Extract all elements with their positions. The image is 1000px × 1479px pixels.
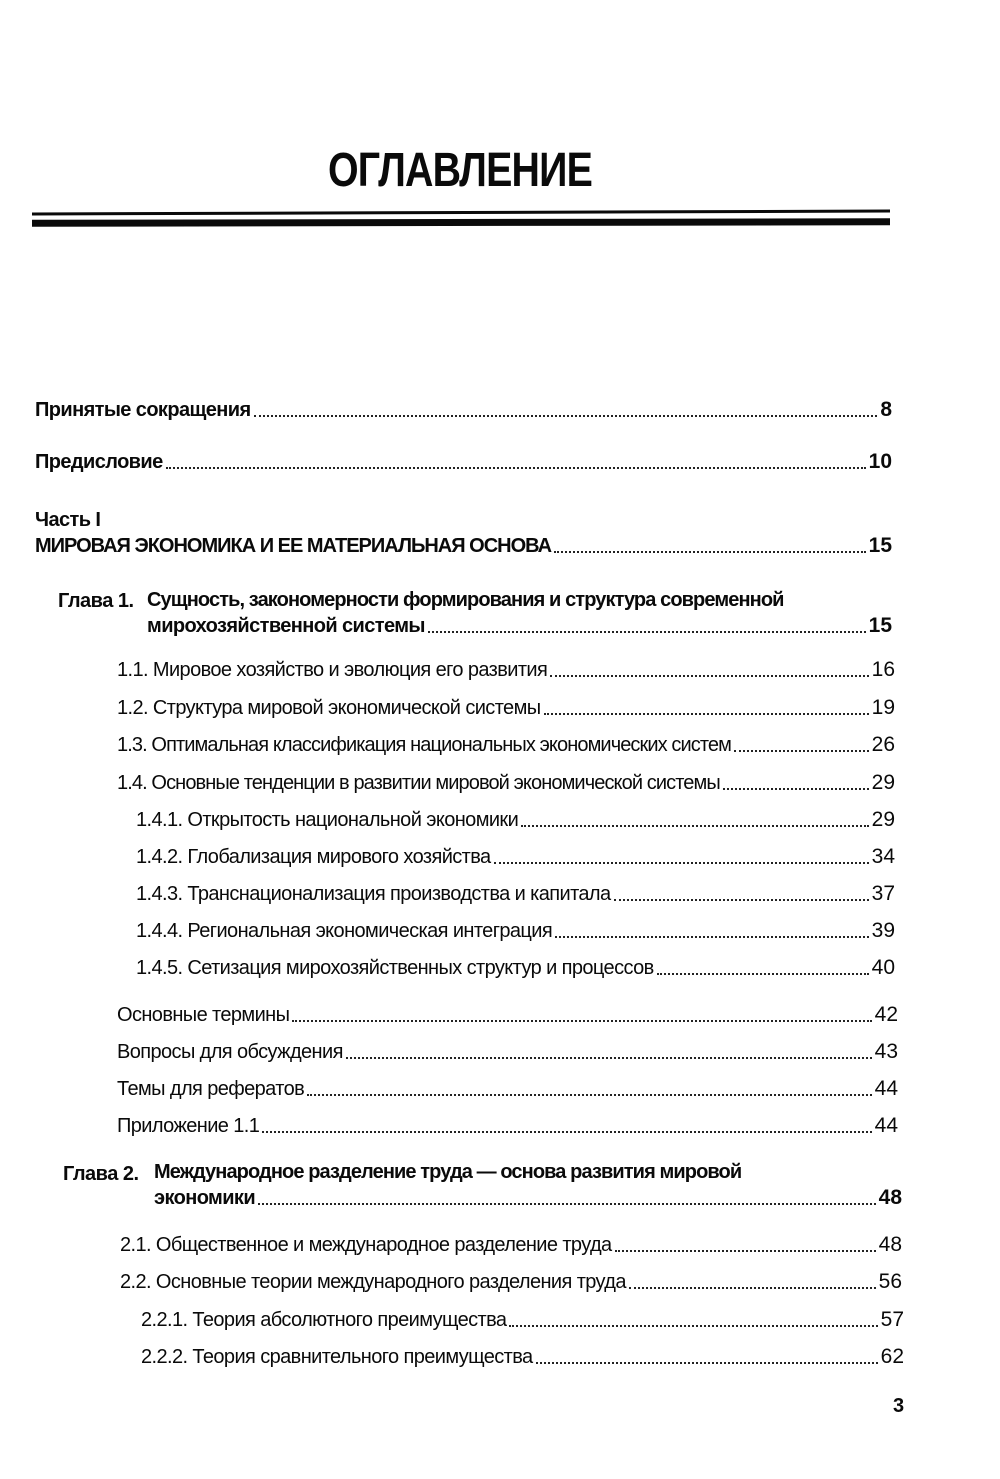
toc-entry-page: 44 bbox=[874, 1114, 898, 1137]
leader-dots bbox=[166, 467, 866, 469]
toc-entry-label: 1.4. Основные тенденции в развитии мировой экономической системы bbox=[117, 772, 720, 794]
toc-entry-page: 40 bbox=[871, 956, 895, 979]
toc-entry-label: 1.2. Структура мировой экономической системы bbox=[117, 697, 541, 719]
toc-entry-label: 2.2.1. Теория абсолютного преимущества bbox=[141, 1309, 507, 1331]
toc-entry-label: экономики bbox=[154, 1187, 256, 1209]
toc-entry-1-4-4[interactable] bbox=[136, 919, 895, 943]
toc-entry-page: 48 bbox=[878, 1233, 902, 1256]
leader-dots bbox=[629, 1287, 876, 1289]
toc-entry-1-4-2[interactable] bbox=[136, 845, 895, 869]
chapter-number: Глава 1. bbox=[58, 590, 134, 612]
toc-entry-page: 8 bbox=[880, 398, 892, 421]
toc-entry-label: 2.1. Общественное и международное разделение труда bbox=[120, 1234, 612, 1256]
toc-entry-label: 1.4.3. Транснационализация производства и капитала bbox=[136, 883, 611, 905]
toc-entry-page: 42 bbox=[874, 1003, 898, 1026]
toc-entry-label: Основные термины bbox=[117, 1004, 290, 1026]
leader-dots bbox=[614, 899, 869, 901]
toc-entry-page: 43 bbox=[874, 1040, 898, 1063]
toc-entry-label: 1.4.4. Региональная экономическая интеграция bbox=[136, 920, 553, 942]
toc-entry-page: 34 bbox=[871, 845, 895, 868]
leader-dots bbox=[494, 862, 869, 864]
leader-dots bbox=[734, 750, 869, 752]
leader-dots bbox=[536, 1362, 878, 1364]
toc-entry-page: 44 bbox=[874, 1077, 898, 1100]
toc-entry-label: 2.2. Основные теории международного разделения труда bbox=[120, 1271, 626, 1293]
toc-entry-chapter-1[interactable] bbox=[147, 614, 892, 638]
toc-entry-page: 16 bbox=[871, 658, 895, 681]
leader-dots bbox=[258, 1203, 876, 1205]
chapter-number: Глава 2. bbox=[63, 1163, 139, 1185]
toc-entry-chapter-2[interactable] bbox=[154, 1186, 902, 1210]
toc-entry-label: 1.4.2. Глобализация мирового хозяйства bbox=[136, 846, 491, 868]
toc-entry-page: 39 bbox=[871, 919, 895, 942]
leader-dots bbox=[346, 1057, 872, 1059]
toc-entry-1-4[interactable] bbox=[117, 771, 895, 795]
leader-dots bbox=[555, 936, 869, 938]
page-title: ОГЛАВЛЕНИЕ bbox=[327, 144, 593, 197]
toc-entry-abbreviations[interactable] bbox=[35, 398, 892, 422]
toc-entry-page: 29 bbox=[871, 808, 895, 831]
leader-dots bbox=[544, 713, 869, 715]
page-number: 3 bbox=[893, 1395, 905, 1417]
toc-entry-page: 29 bbox=[871, 771, 895, 794]
title-rule-thick bbox=[32, 218, 890, 226]
leader-dots bbox=[657, 973, 869, 975]
toc-entry-1-3[interactable] bbox=[117, 733, 895, 757]
leader-dots bbox=[550, 675, 868, 677]
toc-entry-page: 37 bbox=[871, 882, 895, 905]
toc-entry-page: 15 bbox=[868, 534, 892, 557]
toc-entry-part-1[interactable] bbox=[35, 534, 892, 558]
toc-entry-preface[interactable] bbox=[35, 450, 892, 474]
toc-entry-page: 48 bbox=[878, 1186, 902, 1209]
toc-entry-label: Приложение 1.1 bbox=[117, 1115, 260, 1137]
toc-entry-label: Вопросы для обсуждения bbox=[117, 1041, 343, 1063]
toc-entry-label: 2.2.2. Теория сравнительного преимущества bbox=[141, 1346, 533, 1368]
toc-entry-page: 56 bbox=[878, 1270, 902, 1293]
toc-entry-label: Предисловие bbox=[35, 451, 163, 473]
toc-entry-label: 1.4.1. Открытость национальной экономики bbox=[136, 809, 519, 831]
toc-entry-page: 26 bbox=[871, 733, 895, 756]
leader-dots bbox=[262, 1131, 871, 1133]
toc-entry-page: 10 bbox=[868, 450, 892, 473]
toc-entry-1-4-5[interactable] bbox=[136, 956, 895, 980]
toc-entry-1-4-1[interactable] bbox=[136, 808, 895, 832]
toc-entry-2-2[interactable] bbox=[120, 1270, 902, 1294]
toc-entry-2-2-2[interactable] bbox=[141, 1345, 904, 1369]
toc-entry-label: МИРОВАЯ ЭКОНОМИКА И ЕЕ МАТЕРИАЛЬНАЯ ОСНОВА bbox=[35, 535, 552, 557]
part-prefix: Часть I bbox=[35, 509, 101, 531]
leader-dots bbox=[723, 788, 869, 790]
toc-entry-label: 1.1. Мировое хозяйство и эволюция его развития bbox=[117, 659, 548, 681]
toc-entry-label: Принятые сокращения bbox=[35, 399, 251, 421]
toc-entry-label: 1.4.5. Сетизация мирохозяйственных структур и процессов bbox=[136, 957, 654, 979]
toc-entry-page: 15 bbox=[868, 614, 892, 637]
chapter-title-line: Сущность, закономерности формирования и структура современной bbox=[147, 589, 784, 611]
toc-entry-1-1[interactable] bbox=[117, 658, 895, 682]
toc-entry-page: 19 bbox=[871, 696, 895, 719]
toc-entry-1-4-3[interactable] bbox=[136, 882, 895, 906]
leader-dots bbox=[509, 1325, 877, 1327]
leader-dots bbox=[521, 825, 868, 827]
toc-entry-2-1[interactable] bbox=[120, 1233, 902, 1257]
chapter-title-line: Международное разделение труда — основа развития мировой bbox=[154, 1161, 742, 1183]
title-rule-thin bbox=[32, 210, 890, 216]
toc-entry-label: 1.3. Оптимальная классификация национальных экономических систем bbox=[117, 734, 731, 756]
toc-entry-questions-1[interactable] bbox=[117, 1040, 898, 1064]
leader-dots bbox=[307, 1094, 872, 1096]
leader-dots bbox=[554, 551, 866, 553]
toc-entry-page: 57 bbox=[880, 1308, 904, 1331]
toc-entry-label: мирохозяйственной системы bbox=[147, 615, 425, 637]
toc-entry-terms-1[interactable] bbox=[117, 1003, 898, 1027]
leader-dots bbox=[428, 631, 866, 633]
toc-entry-appendix-1-1[interactable] bbox=[117, 1114, 898, 1138]
leader-dots bbox=[254, 415, 878, 417]
toc-entry-2-2-1[interactable] bbox=[141, 1308, 904, 1332]
toc-entry-label: Темы для рефератов bbox=[117, 1078, 305, 1100]
toc-entry-topics-1[interactable] bbox=[117, 1077, 898, 1101]
toc-entry-1-2[interactable] bbox=[117, 696, 895, 720]
leader-dots bbox=[615, 1250, 876, 1252]
toc-entry-page: 62 bbox=[880, 1345, 904, 1368]
leader-dots bbox=[292, 1020, 871, 1022]
